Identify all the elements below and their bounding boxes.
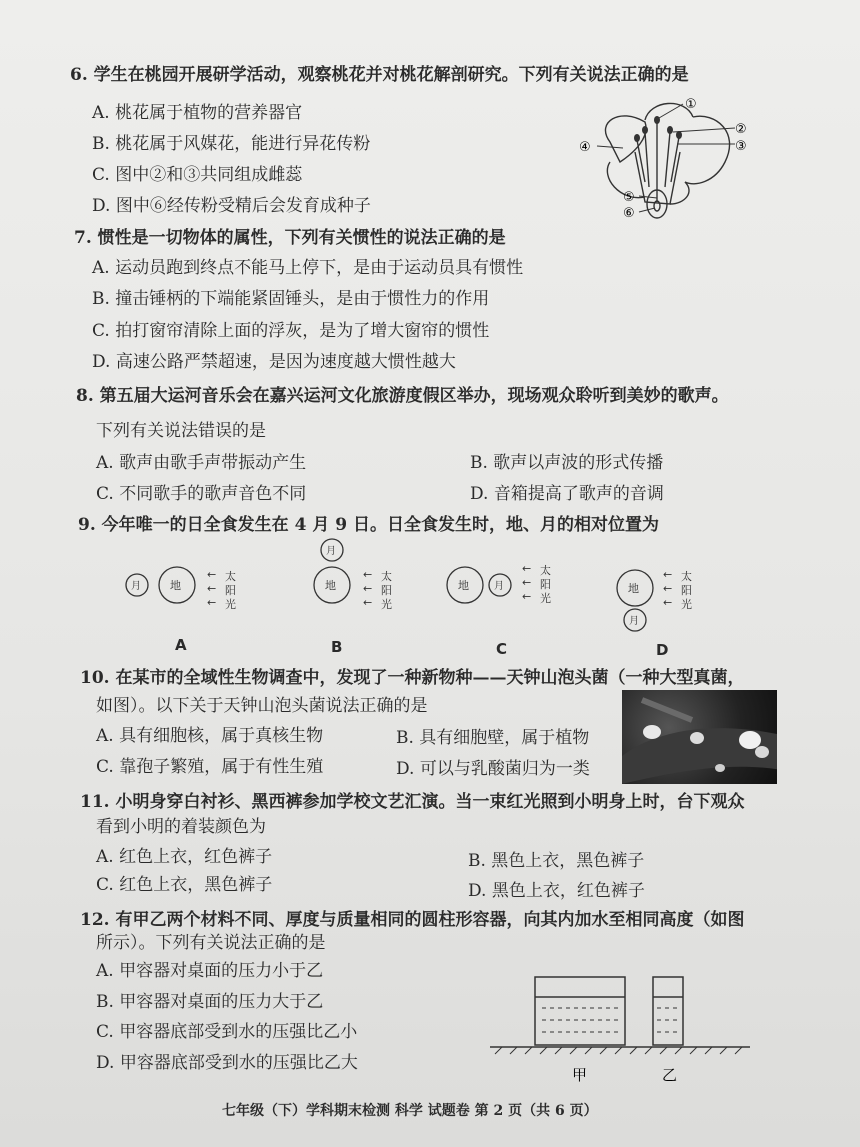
q7-option-c: C. 拍打窗帘清除上面的浮灰，是为了增大窗帘的惯性 bbox=[92, 321, 490, 341]
q12-label-yi: 乙 bbox=[662, 1066, 678, 1084]
q12-stem-line2: 所示）。下列有关说法正确的是 bbox=[96, 933, 326, 953]
q6-label-2: ② bbox=[735, 122, 747, 137]
q9-label-d: D bbox=[656, 641, 669, 659]
q11-option-b: B. 黑色上衣，黑色裤子 bbox=[468, 851, 645, 871]
page-footer: 七年级（下）学科期末检测 科学 试题卷 第 2 页（共 6 页） bbox=[222, 1103, 598, 1119]
q11-stem-line2: 看到小明的着装颜色为 bbox=[96, 817, 266, 837]
q8-stem-line1: 8. 第五届大运河音乐会在嘉兴运河文化旅游度假区举办，现场观众聆听到美妙的歌声。 bbox=[76, 386, 729, 406]
svg-text:←: ← bbox=[207, 596, 217, 609]
q11-option-c: C. 红色上衣，黑色裤子 bbox=[96, 875, 273, 895]
svg-text:光: 光 bbox=[540, 592, 551, 605]
svg-text:←: ← bbox=[207, 582, 217, 595]
q9-eclipse-diagrams bbox=[115, 538, 715, 648]
svg-text:月: 月 bbox=[326, 546, 336, 557]
q10-stem-line1: 10. 在某市的全域性生物调查中，发现了一种新物种——天钟山泡头菌（一种大型真菌， bbox=[80, 668, 745, 688]
q12-label-jia: 甲 bbox=[572, 1066, 588, 1084]
q8-option-d: D. 音箱提高了歌声的音调 bbox=[470, 484, 664, 504]
svg-text:←: ← bbox=[363, 582, 373, 595]
q11-stem-line1: 11. 小明身穿白衬衫、黑西裤参加学校文艺汇演。当一束红光照到小明身上时，台下观众 bbox=[80, 792, 745, 812]
q12-stem-line1: 12. 有甲乙两个材料不同、厚度与质量相同的圆柱形容器，向其内加水至相同高度（如图 bbox=[80, 910, 745, 930]
svg-text:←: ← bbox=[522, 576, 532, 589]
svg-text:光: 光 bbox=[681, 598, 692, 611]
q6-option-c: C. 图中②和③共同组成雌蕊 bbox=[92, 165, 303, 185]
svg-text:太: 太 bbox=[681, 570, 692, 583]
q11-option-d: D. 黑色上衣，红色裤子 bbox=[468, 881, 645, 901]
svg-text:光: 光 bbox=[381, 598, 392, 611]
q10-stem-line2: 如图）。以下关于天钟山泡头菌说法正确的是 bbox=[96, 696, 428, 716]
svg-text:阳: 阳 bbox=[540, 578, 551, 591]
q7-option-b: B. 撞击锤柄的下端能紧固锤头，是由于惯性力的作用 bbox=[92, 289, 490, 309]
q12-option-b: B. 甲容器对桌面的压力大于乙 bbox=[96, 992, 324, 1012]
q9-label-c: C bbox=[496, 640, 508, 658]
q10-option-c: C. 靠孢子繁殖，属于有性生殖 bbox=[96, 757, 324, 777]
mushroom-photo bbox=[622, 690, 777, 784]
q9-label-a: A bbox=[175, 636, 187, 654]
q6-option-a: A. 桃花属于植物的营养器官 bbox=[92, 103, 303, 123]
svg-text:←: ← bbox=[363, 596, 373, 609]
q8-option-c: C. 不同歌手的歌声音色不同 bbox=[96, 484, 307, 504]
svg-text:←: ← bbox=[663, 596, 673, 609]
svg-text:月: 月 bbox=[494, 581, 504, 592]
svg-text:太: 太 bbox=[225, 570, 236, 583]
q7-stem: 7. 惯性是一切物体的属性，下列有关惯性的说法正确的是 bbox=[74, 228, 506, 248]
q6-option-d: D. 图中⑥经传粉受精后会发育成种子 bbox=[92, 196, 371, 216]
svg-text:阳: 阳 bbox=[381, 584, 392, 597]
q7-option-a: A. 运动员跑到终点不能马上停下，是由于运动员具有惯性 bbox=[92, 258, 524, 278]
q6-option-b: B. 桃花属于风媒花，能进行异花传粉 bbox=[92, 134, 371, 154]
svg-text:←: ← bbox=[663, 582, 673, 595]
svg-text:月: 月 bbox=[629, 616, 639, 627]
q6-label-5: ⑤ bbox=[623, 190, 635, 205]
q8-option-a: A. 歌声由歌手声带振动产生 bbox=[96, 453, 307, 473]
q10-option-a: A. 具有细胞核，属于真核生物 bbox=[96, 726, 324, 746]
svg-text:光: 光 bbox=[225, 598, 236, 611]
q11-option-a: A. 红色上衣，红色裤子 bbox=[96, 847, 273, 867]
svg-text:地: 地 bbox=[170, 579, 181, 592]
svg-text:←: ← bbox=[522, 562, 532, 575]
svg-text:阳: 阳 bbox=[225, 584, 236, 597]
q6-label-6: ⑥ bbox=[623, 206, 635, 221]
q12-option-a: A. 甲容器对桌面的压力小于乙 bbox=[96, 961, 324, 981]
svg-text:地: 地 bbox=[325, 579, 336, 592]
svg-text:地: 地 bbox=[458, 579, 469, 592]
q12-option-d: D. 甲容器底部受到水的压强比乙大 bbox=[96, 1053, 358, 1073]
q6-label-4: ④ bbox=[579, 140, 591, 155]
q12-containers-diagram bbox=[490, 972, 755, 1087]
svg-text:地: 地 bbox=[628, 582, 639, 595]
q6-stem: 6. 学生在桃园开展研学活动，观察桃花并对桃花解剖研究。下列有关说法正确的是 bbox=[70, 65, 689, 85]
svg-text:←: ← bbox=[363, 568, 373, 581]
svg-text:阳: 阳 bbox=[681, 584, 692, 597]
q7-option-d: D. 高速公路严禁超速，是因为速度越大惯性越大 bbox=[92, 352, 456, 372]
svg-text:←: ← bbox=[207, 568, 217, 581]
q9-stem: 9. 今年唯一的日全食发生在 4 月 9 日。日全食发生时，地、月的相对位置为 bbox=[78, 515, 659, 535]
svg-text:太: 太 bbox=[540, 564, 551, 577]
q6-label-1: ① bbox=[685, 97, 697, 112]
q6-label-3: ③ bbox=[735, 139, 747, 154]
peach-flower-diagram bbox=[575, 92, 755, 224]
svg-text:←: ← bbox=[522, 590, 532, 603]
svg-text:月: 月 bbox=[131, 581, 141, 592]
q10-option-d: D. 可以与乳酸菌归为一类 bbox=[396, 759, 590, 779]
q12-option-c: C. 甲容器底部受到水的压强比乙小 bbox=[96, 1022, 358, 1042]
q8-option-b: B. 歌声以声波的形式传播 bbox=[470, 453, 664, 473]
svg-text:←: ← bbox=[663, 568, 673, 581]
svg-text:太: 太 bbox=[381, 570, 392, 583]
q10-option-b: B. 具有细胞壁，属于植物 bbox=[396, 728, 590, 748]
q9-label-b: B bbox=[331, 638, 343, 656]
q8-stem-line2: 下列有关说法错误的是 bbox=[96, 421, 266, 441]
